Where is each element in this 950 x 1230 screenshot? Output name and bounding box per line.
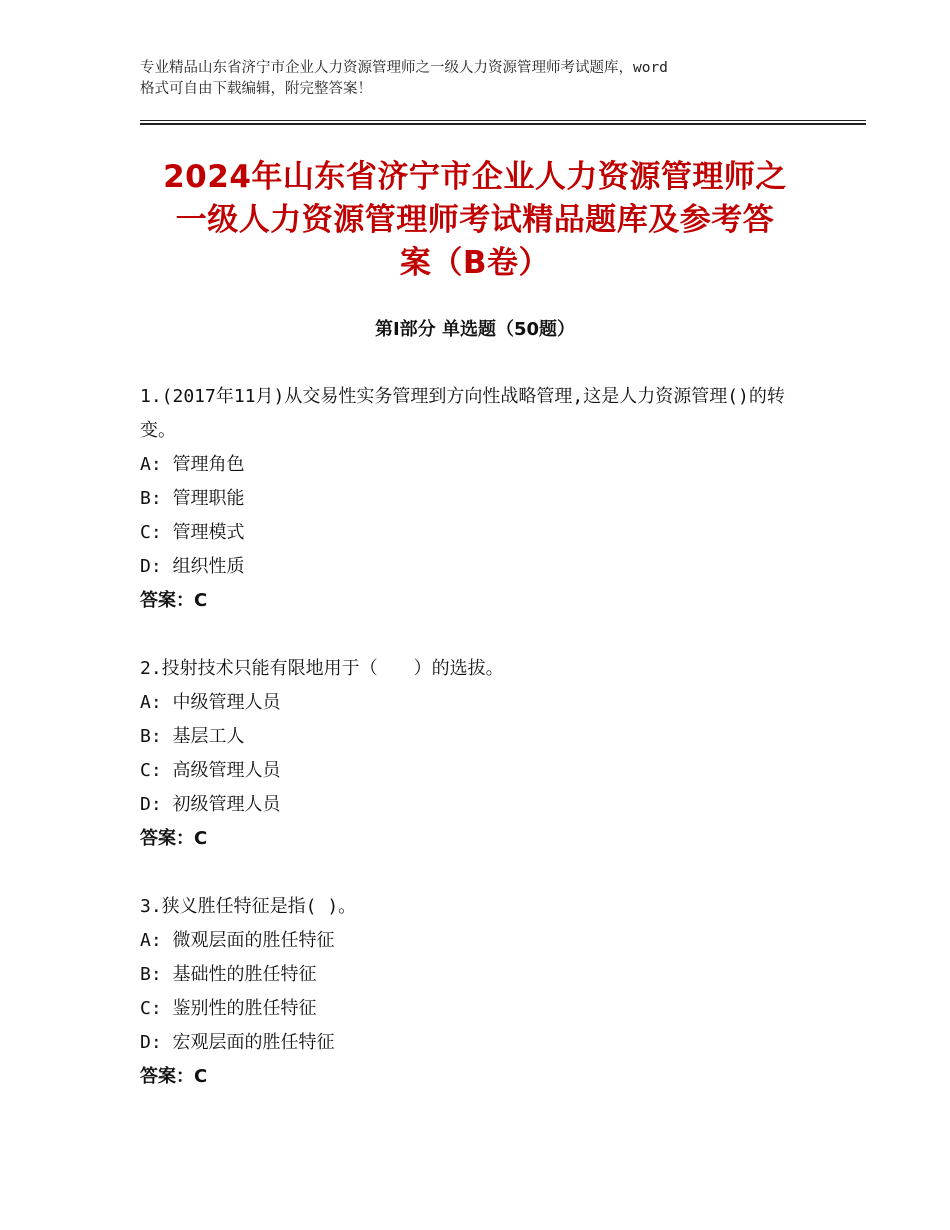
document-title (130, 156, 820, 285)
option-c: C: 管理模式 (140, 522, 245, 543)
answer: 答案：C (140, 1066, 208, 1087)
question-list (140, 380, 820, 1128)
option-a: A: 中级管理人员 (140, 692, 281, 713)
option-c: C: 高级管理人员 (140, 760, 281, 781)
header-note-line-2: 格式可自由下载编辑，附完整答案！ (140, 81, 372, 97)
option-c: C: 鉴别性的胜任特征 (140, 998, 317, 1019)
header-note (140, 58, 830, 100)
question-3 (140, 890, 820, 1094)
option-b: B: 基层工人 (140, 726, 245, 747)
option-a: A: 微观层面的胜任特征 (140, 930, 335, 951)
answer: 答案：C (140, 828, 208, 849)
question-stem: 2.投射技术只能有限地用于（ ）的选拔。 (140, 658, 504, 679)
option-a: A: 管理角色 (140, 454, 245, 475)
title-line-3: 案（B卷） (399, 245, 551, 281)
question-2 (140, 652, 820, 856)
title-line-1: 2024年山东省济宁市企业人力资源管理师之 (163, 159, 787, 195)
question-stem: 1.(2017年11月)从交易性实务管理到方向性战略管理,这是人力资源管理()的转变。 (140, 386, 785, 441)
option-d: D: 组织性质 (140, 556, 245, 577)
header-divider-bottom (140, 123, 866, 125)
option-b: B: 管理职能 (140, 488, 245, 509)
option-d: D: 宏观层面的胜任特征 (140, 1032, 335, 1053)
header-divider-top (140, 120, 866, 121)
option-d: D: 初级管理人员 (140, 794, 281, 815)
question-1 (140, 380, 820, 618)
title-line-2: 一级人力资源管理师考试精品题库及参考答 (175, 202, 775, 238)
question-stem: 3.狭义胜任特征是指( )。 (140, 896, 357, 917)
option-b: B: 基础性的胜任特征 (140, 964, 317, 985)
answer: 答案：C (140, 590, 208, 611)
header-note-line-1: 专业精品山东省济宁市企业人力资源管理师之一级人力资源管理师考试题库，word (140, 60, 668, 76)
section-heading: 第Ⅰ部分 单选题（50题） (374, 319, 575, 340)
